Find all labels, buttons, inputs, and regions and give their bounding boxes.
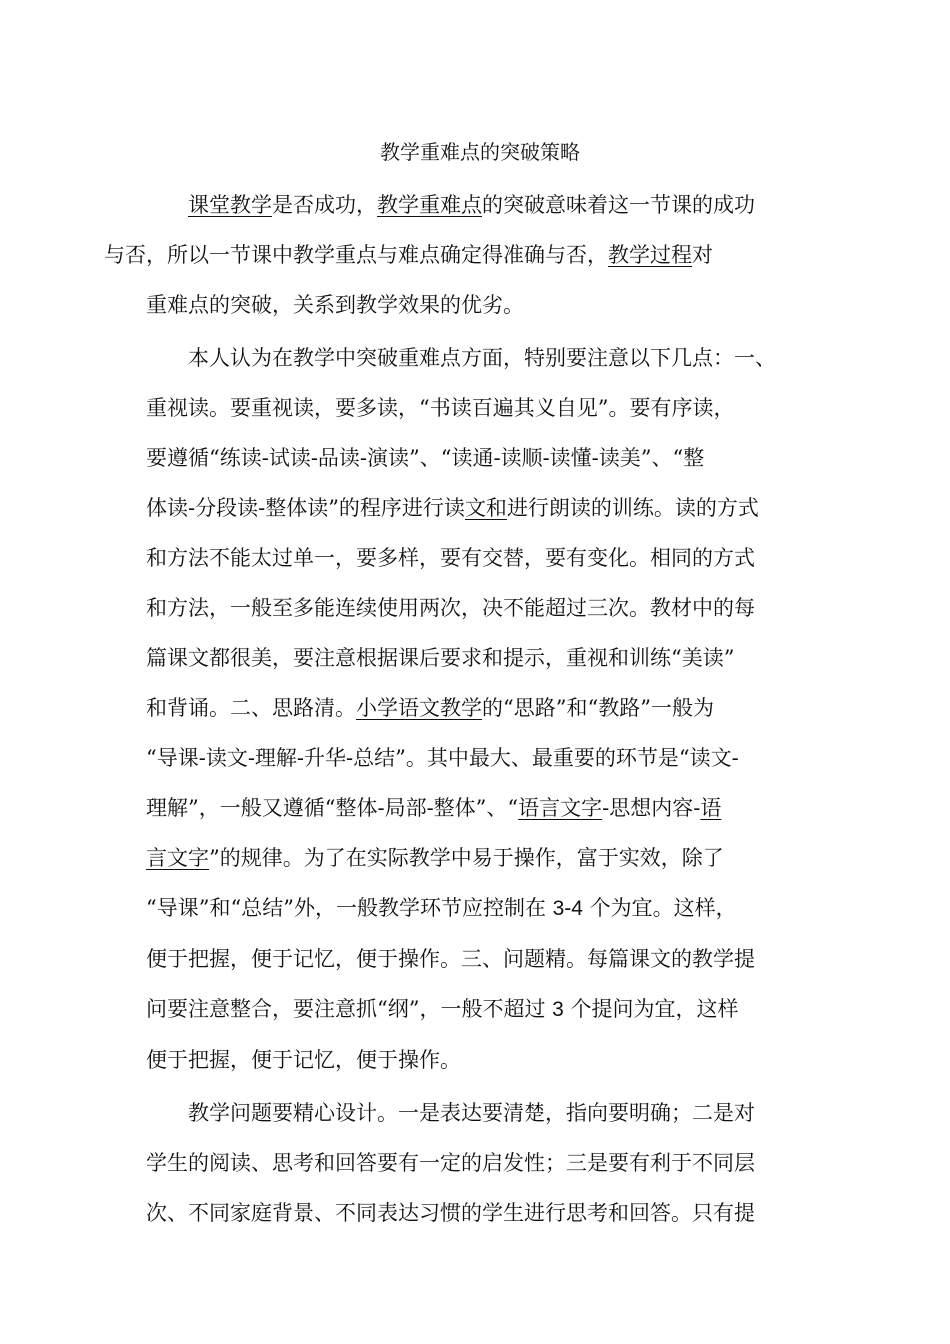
number-span: 3 xyxy=(552,998,564,1021)
text-line xyxy=(146,180,821,230)
text-span: 进行朗读的训练。读的方式 xyxy=(506,496,759,520)
link-teaching-process[interactable]: 教学过程 xyxy=(608,243,692,267)
text-span: 体读-分段读-整体读”的程序进行读 xyxy=(146,496,465,520)
link-language-text[interactable]: 语言文字 xyxy=(518,796,603,820)
text-line xyxy=(104,230,821,280)
text-span: 与否，所以一节课中教学重点与难点确定得准确与否， xyxy=(104,243,608,267)
link-text[interactable]: 文和 xyxy=(464,496,507,520)
link-language-text-2[interactable]: 言文字 xyxy=(146,846,209,870)
text-span: 对 xyxy=(692,243,713,267)
text-line: 便于把握，便于记忆，便于操作。 xyxy=(146,1048,461,1072)
text-span: ”的规律。为了在实际教学中易于操作，富于实效，除了 xyxy=(209,846,724,870)
text-line xyxy=(104,683,821,733)
text-span: 个提问为宜，这样 xyxy=(563,997,739,1021)
text-line: 便于把握，便于记忆，便于操作。三、问题精。每篇课文的教学提 xyxy=(146,947,755,971)
link-classroom-teaching[interactable]: 课堂教学 xyxy=(188,193,272,217)
paragraph-2 xyxy=(146,333,821,1085)
page-title: 教学重难点的突破策略 xyxy=(380,140,580,164)
text-line xyxy=(104,883,821,934)
text-line: 教学问题要精心设计。一是表达要清楚，指向要明确；二是对 xyxy=(188,1101,755,1125)
text-span: -思想内容- xyxy=(602,796,701,820)
link-primary-chinese-teaching[interactable]: 小学语文教学 xyxy=(356,696,482,720)
text-line: 重视读。要重视读，要多读，“书读百遍其义自见”。要有序读， xyxy=(146,396,735,420)
text-line xyxy=(104,783,821,833)
paragraph-3 xyxy=(146,1088,821,1238)
text-line: 学生的阅读、思考和回答要有一定的启发性；三是要有利于不同层 xyxy=(146,1151,755,1175)
text-span: 的“思路”和“教路”一般为 xyxy=(482,696,714,720)
link-teaching-key-points[interactable]: 教学重难点 xyxy=(377,193,482,217)
text-line: 本人认为在教学中突破重难点方面，特别要注意以下几点：一、 xyxy=(188,346,776,370)
text-line: 和方法不能太过单一，要多样，要有交替，要有变化。相同的方式 xyxy=(146,546,755,570)
text-line xyxy=(104,483,821,533)
text-line xyxy=(104,984,821,1035)
text-line: 重难点的突破，关系到教学效果的优劣。 xyxy=(146,293,524,317)
text-line: 要遵循“练读-试读-品读-演读”、“读通-读顺-读懂-读美”、“整 xyxy=(146,446,705,470)
text-span: 是否成功， xyxy=(272,193,377,217)
text-span: 问要注意整合，要注意抓“纲”，一般不超过 xyxy=(146,997,553,1021)
text-span: 理解”，一般又遵循“整体-局部-整体”、“ xyxy=(146,796,519,820)
text-line: 篇课文都很美，要注意根据课后要求和提示，重视和训练“美读” xyxy=(146,646,735,670)
text-span: “导课”和“总结”外，一般教学环节应控制在 xyxy=(146,896,553,920)
link-language-text-2[interactable]: 语 xyxy=(700,796,722,820)
document-body xyxy=(104,180,821,1241)
number-span: 3-4 xyxy=(552,897,583,920)
text-line xyxy=(104,833,821,883)
text-line: “导课-读文-理解-升华-总结”。其中最大、最重要的环节是“读文- xyxy=(146,746,739,770)
paragraph-1 xyxy=(104,180,821,330)
text-line: 次、不同家庭背景、不同表达习惯的学生进行思考和回答。只有提 xyxy=(146,1201,755,1225)
text-span: 的突破意味着这一节课的成功 xyxy=(482,193,755,217)
text-span: 个为宜。这样， xyxy=(582,896,737,920)
text-line: 和方法，一般至多能连续使用两次，决不能超过三次。教材中的每 xyxy=(146,596,755,620)
text-span: 和背诵。二、思路清。 xyxy=(146,696,356,720)
